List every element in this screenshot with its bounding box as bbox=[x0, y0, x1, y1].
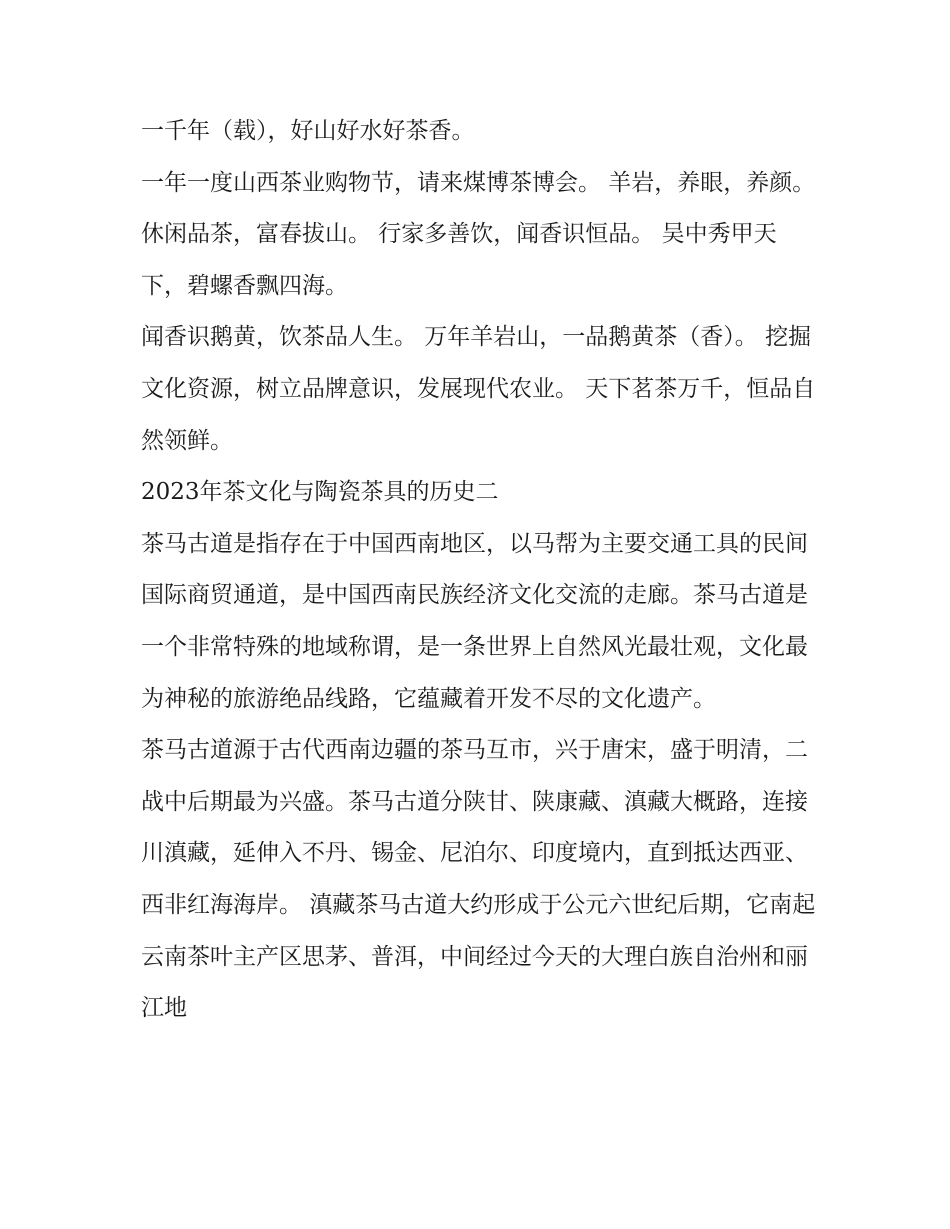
paragraph-1: 一千年（载），好山好水好茶香。 bbox=[141, 118, 475, 144]
paragraph-6: 西非红海海岸。 滇藏茶马古道大约形成于公元六世纪后期，它南起云南茶叶主产区思茅、普洱，中间经过今天的大理白族自治州和丽江地 bbox=[141, 891, 816, 1022]
section-heading: 2023年茶文化与陶瓷茶具的历史二 bbox=[141, 479, 499, 506]
paragraph-5: 茶马古道源于古代西南边疆的茶马互市，兴于唐宋，盛于明清，二战中后期最为兴盛。茶马古道分陕甘、陕康藏、滇藏大概路，连接川滇藏，延伸入不丹、锡金、尼泊尔、印度境内，直到抵达西亚、 bbox=[141, 737, 808, 867]
paragraph-4: 茶马古道是指存在于中国西南地区，以马帮为主要交通工具的民间国际商贸通道，是中国西南民族经济文化交流的走廊。茶马古道是一个非常特殊的地域称谓，是一条世界上自然风光最壮观，文化最为神秘的旅游绝品线路，它蕴藏着开发不尽的文化遗产。 bbox=[141, 530, 808, 712]
paragraph-2: 一年一度山西茶业购物节，请来煤博茶博会。 羊岩，养眼，养颜。 休闲品茶，富春拔山。 行家多善饮，闻香识恒品。 吴中秀甲天下，碧螺香飘四海。 bbox=[141, 169, 816, 299]
paragraph-3: 闻香识鹅黄，饮茶品人生。 万年羊岩山，一品鹅黄茶（香）。 挖掘文化资源，树立品牌意识，发展现代农业。 天下茗茶万千，恒品自然领鲜。 bbox=[141, 324, 816, 454]
document-body bbox=[141, 106, 821, 1035]
